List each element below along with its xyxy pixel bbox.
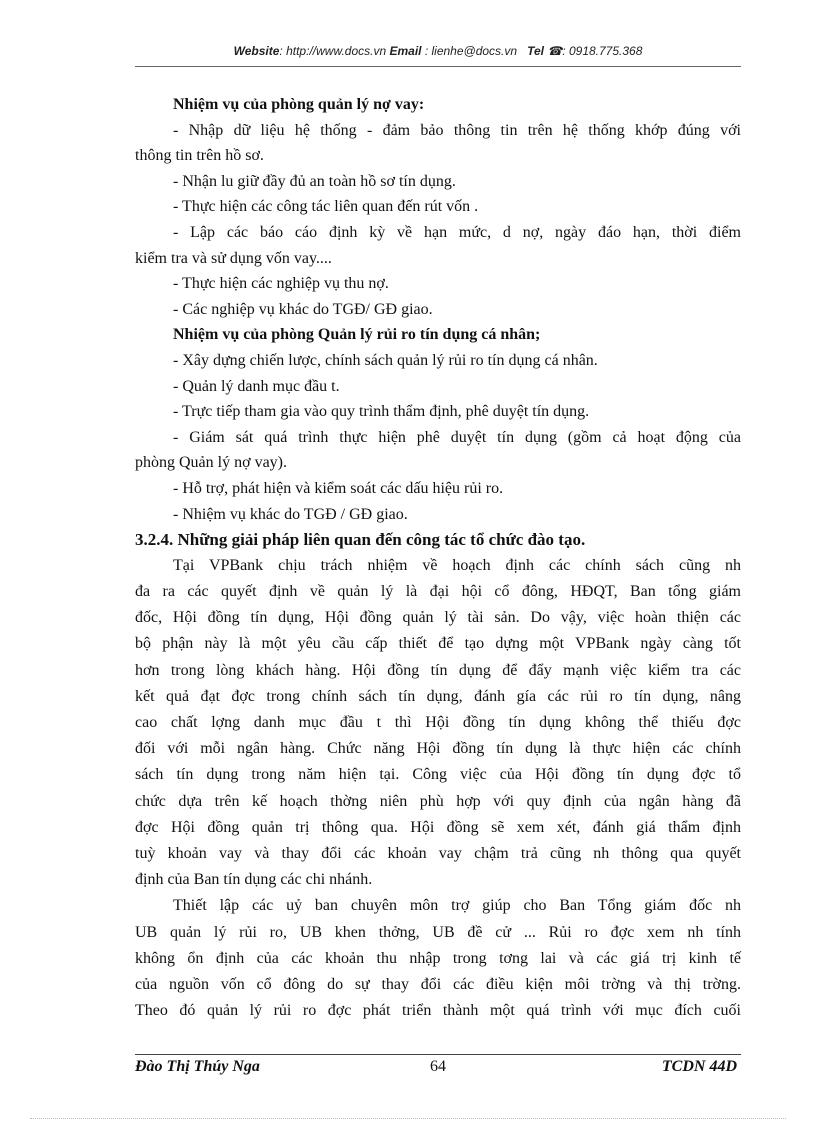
text-line: tuỳ khoản vay và thay đổi các khoản vay chậm trả cũng nh thông qua quyết <box>135 844 741 862</box>
document-body <box>135 92 741 1024</box>
text-line: của nguồn vốn cổ đông do sự thay đổi các điều kiện môi trờng và thị trờng. <box>135 975 741 993</box>
text-line: Nhiệm vụ của phòng Quản lý rủi ro tín dụng cá nhân; <box>173 326 541 344</box>
email-value: : lienhe@docs.vn <box>421 44 518 58</box>
page-number: 64 <box>430 1058 446 1075</box>
duties-section <box>135 92 741 553</box>
tel-label: Tel <box>527 44 544 58</box>
text-line: 3.2.4. Những giải pháp liên quan đến công tác tổ chức đào tạo. <box>135 530 586 550</box>
text-line: - Lập các báo cáo định kỳ về hạn mức, d nợ, ngày đáo hạn, thời điểm <box>173 223 741 241</box>
text-line: - Xây dựng chiến lược, chính sách quản lý rủi ro tín dụng cá nhân. <box>173 351 598 369</box>
text-line: sách tín dụng trong năm hiện tại. Công việc của Hội đồng tín dụng đợc tổ <box>135 766 741 784</box>
text-line: định của Ban tín dụng các chi nhánh. <box>135 871 373 889</box>
page-edge <box>30 1118 786 1119</box>
text-line: phòng Quản lý nợ vay). <box>135 454 287 472</box>
website-label: Website <box>233 44 280 58</box>
text-line: kết quả đạt đợc trong chính sách tín dụng, đánh gía các rủi ro tín dụng, nâng <box>135 687 741 705</box>
text-line: đối với mỗi ngân hàng. Chức năng Hội đồng tín dụng là thực hiện các chính <box>135 740 741 758</box>
text-line: Tại VPBank chịu trách nhiệm về hoạch định các chính sách cũng nh <box>173 556 741 574</box>
page-footer <box>135 1058 741 1082</box>
author-name: Đào Thị Thúy Nga <box>135 1058 260 1075</box>
text-line: đợc Hội đồng quản trị thông qua. Hội đồng sẽ xem xét, đánh giá thẩm định <box>135 818 741 836</box>
text-line: - Nhập dữ liệu hệ thống - đảm bảo thông tin trên hệ thống khớp đúng với <box>173 121 741 139</box>
text-line: - Thực hiện các công tác liên quan đến rút vốn . <box>173 198 479 216</box>
text-line: - Các nghiệp vụ khác do TGĐ/ GĐ giao. <box>173 300 433 318</box>
text-line: kiểm tra và sử dụng vốn vay.... <box>135 249 332 267</box>
website-value: : http://www.docs.vn <box>279 44 387 58</box>
page-header <box>135 44 741 58</box>
text-line: - Nhận lu giữ đầy đủ an toàn hồ sơ tín dụng. <box>173 172 456 190</box>
tel-value: : 0918.775.368 <box>562 44 643 58</box>
header-divider <box>135 66 741 67</box>
class-code: TCDN 44D <box>661 1058 737 1075</box>
text-line: không ổn định của các khoản thu nhập trong tơng lai và các giá trị kinh tế <box>135 949 741 967</box>
text-line: bộ phận này là một yêu cầu cấp thiết để tạo dựng một VPBank ngày càng tốt <box>135 635 741 653</box>
text-line: đốc, Hội đồng tín dụng, Hội đồng quản lý tài sản. Do vậy, việc hoàn thiện các <box>135 609 741 627</box>
text-line: cao chất lợng danh mục đầu t thì Hội đồng tín dụng không thể thiếu đợc <box>135 713 741 731</box>
text-line: thông tin trên hồ sơ. <box>135 147 264 165</box>
text-line: Nhiệm vụ của phòng quản lý nợ vay: <box>173 96 425 113</box>
phone-icon: ☎ <box>547 44 563 58</box>
text-line: - Giám sát quá trình thực hiện phê duyệt tín dụng (gồm cả hoạt động của <box>173 428 741 446</box>
text-line: UB quản lý rủi ro, UB khen thởng, UB đề cử ... Rủi ro đợc xem nh tính <box>135 923 741 941</box>
text-line: đa ra các quyết định về quản lý là đại hội cổ đông, HĐQT, Ban tổng giám <box>135 582 741 600</box>
text-line: hơn trong lòng khách hàng. Hội đồng tín dụng để đẩy mạnh việc kiểm tra các <box>135 661 741 679</box>
text-line: - Thực hiện các nghiệp vụ thu nợ. <box>173 275 389 293</box>
text-line: Theo đó quản lý rủi ro đợc phát triển thành một quá trình với mục đích cuối <box>135 1002 741 1020</box>
text-line: - Quản lý danh mục đầu t. <box>173 377 340 395</box>
text-line: - Trực tiếp tham gia vào quy trình thẩm định, phê duyệt tín dụng. <box>173 403 590 421</box>
text-line: - Nhiệm vụ khác do TGĐ / GĐ giao. <box>173 505 408 523</box>
text-line: chức dựa trên kế hoạch thờng niên phù hợp với quy định của ngân hàng đã <box>135 792 741 810</box>
training-section <box>135 553 741 1025</box>
email-label: Email <box>389 44 422 58</box>
text-line: - Hỗ trợ, phát hiện và kiểm soát các dấu hiệu rủi ro. <box>173 479 504 497</box>
footer-divider <box>135 1054 741 1055</box>
text-line: Thiết lập các uỷ ban chuyên môn trợ giúp cho Ban Tổng giám đốc nh <box>173 897 741 915</box>
